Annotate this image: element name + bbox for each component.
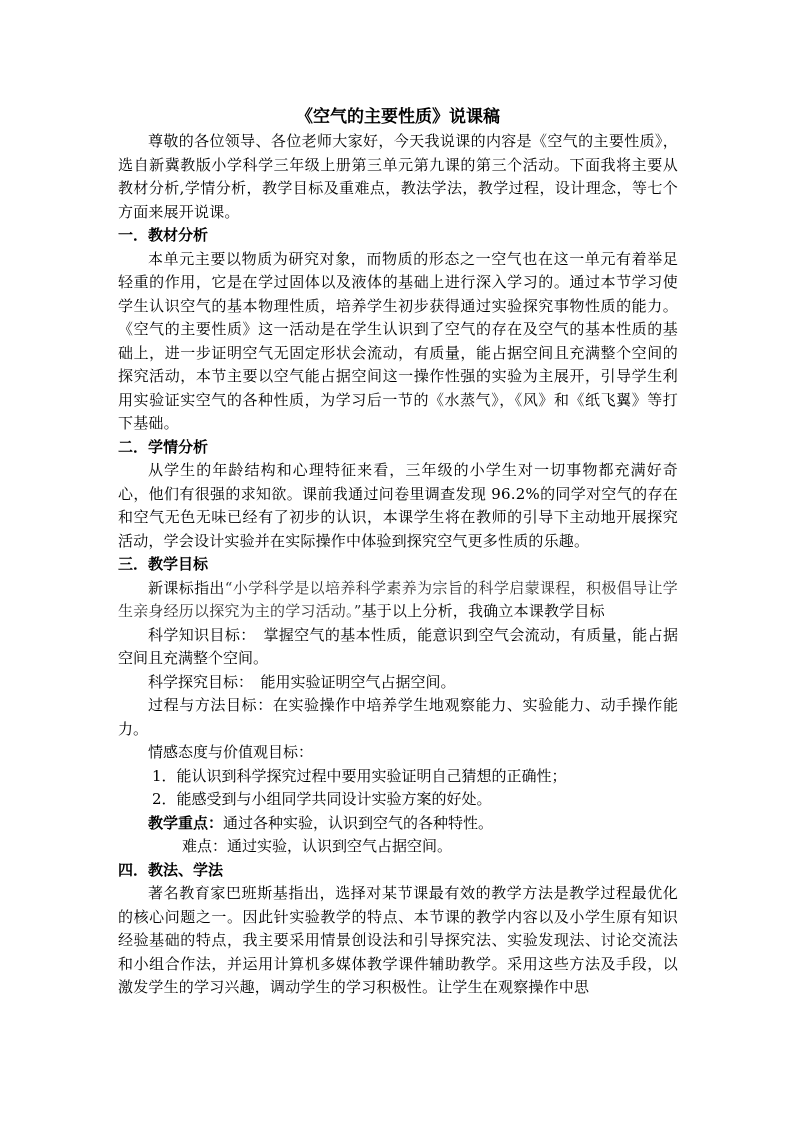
key-point-line [118,812,678,836]
section-heading-teaching-goals: 三．教学目标 [118,555,209,573]
textbook-analysis-paragraph: 本单元主要以物质为研究对象，而物质的形态之一空气也在这一单元有着举足轻重的作用，它是在学过固体以及液体的基础上进行深入学习的。通过本节学习使学生认识空气的基本物理性质，培养学生初步获得通过实验探究事物性质的能力。《空气的主要性质》这一活动是在学生认识到了空气的存在及空气的基本性质的基础上，进一步证明空气无固定形状会流动，有质量，能占据空间且充满整个空间的探究活动，本节主要以空气能占据空间这一操作性强的实验为主展开，引导学生利用实验证实空气的各种性质，为学习后一节的《水蒸气》，《风》和《纸飞翼》等打下基础。 [118,249,678,432]
intro-paragraph: 尊敬的各位领导、各位老师大家好，今天我说课的内容是《空气的主要性质》，选自新冀教版小学科学三年级上册第三单元第九课的第三个活动。下面我将主要从教材分析,学情分析，教学目标及重难点，教法学法，教学过程，设计理念，等七个方面来展开说课。 [118,132,678,221]
document-title: 《空气的主要性质》说课稿 [296,107,500,127]
process-goal: 过程与方法目标：在实验操作中培养学生地观察能力、实验能力、动手操作能力。 [118,696,678,738]
section-heading-methods: 四．教法、学法 [118,860,224,879]
key-point-text: 通过各种实验，认识到空气的各种特性。 [223,813,494,832]
standard-prefix: 新课标指出 [148,578,225,597]
difficulty-text: 通过实验，认识到空气占据空间。 [227,837,453,855]
document-page [118,104,678,1000]
standard-suffix: 基于以上分析，我确立本课教学目标 [361,602,605,620]
attitude-goal-item-2: 2．能感受到与小组同学共同设计实验方案的好处。 [152,790,492,808]
difficulty-label: 难点： [182,837,228,855]
curriculum-standard-paragraph [118,577,678,624]
key-point-label: 教学重点： [148,813,224,832]
attitude-goal-item-1: 1．能认识到科学探究过程中要用实验证明自己猜想的正确性； [152,766,567,785]
student-analysis-paragraph: 从学生的年龄结构和心理特征来看，三年级的小学生对一切事物都充满好奇心，他们有很强的求知欲。课前我通过问卷里调查发现 96.2%的同学对空气的存在和空气无色无味已经有了初步的认识，本课学生将在教师的引导下主动地开展探究活动，学会设计实验并在实际操作中体验到探究空气更多性质的乐趣。 [118,461,678,550]
inquiry-goal: 科学探究目标： 能用实验证明空气占据空间。 [148,672,456,691]
difficulty-line [118,835,678,859]
section-heading-textbook-analysis: 一．教材分析 [118,226,209,244]
methods-paragraph: 著名教育家巴班斯基指出，选择对某节课最有效的教学方法是教学过程最优化的核心问题之一。因此针实验教学的特点、本节课的教学内容以及小学生原有知识经验基础的特点，我主要采用情景创设法和引导探究法、实验发现法、讨论交流法和小组合作法，并运用计算机多媒体教学课件辅助教学。采用这些方法及手段，以激发学生的学习兴趣，调动学生的学习积极性。让学生在观察操作中思 [118,884,678,996]
attitude-goal-label: 情感态度与价值观目标： [148,743,314,761]
standard-quote: “小学科学是以培养科学素养为宗旨的科学启蒙课程，积极倡导让学生亲身经历以探究为主的学习活动。” [118,578,678,620]
section-heading-student-analysis: 二．学情分析 [118,437,209,456]
knowledge-goal: 科学知识目标： 掌握空气的基本性质，能意识到空气会流动，有质量，能占据空间且充满整个空间。 [118,625,678,667]
